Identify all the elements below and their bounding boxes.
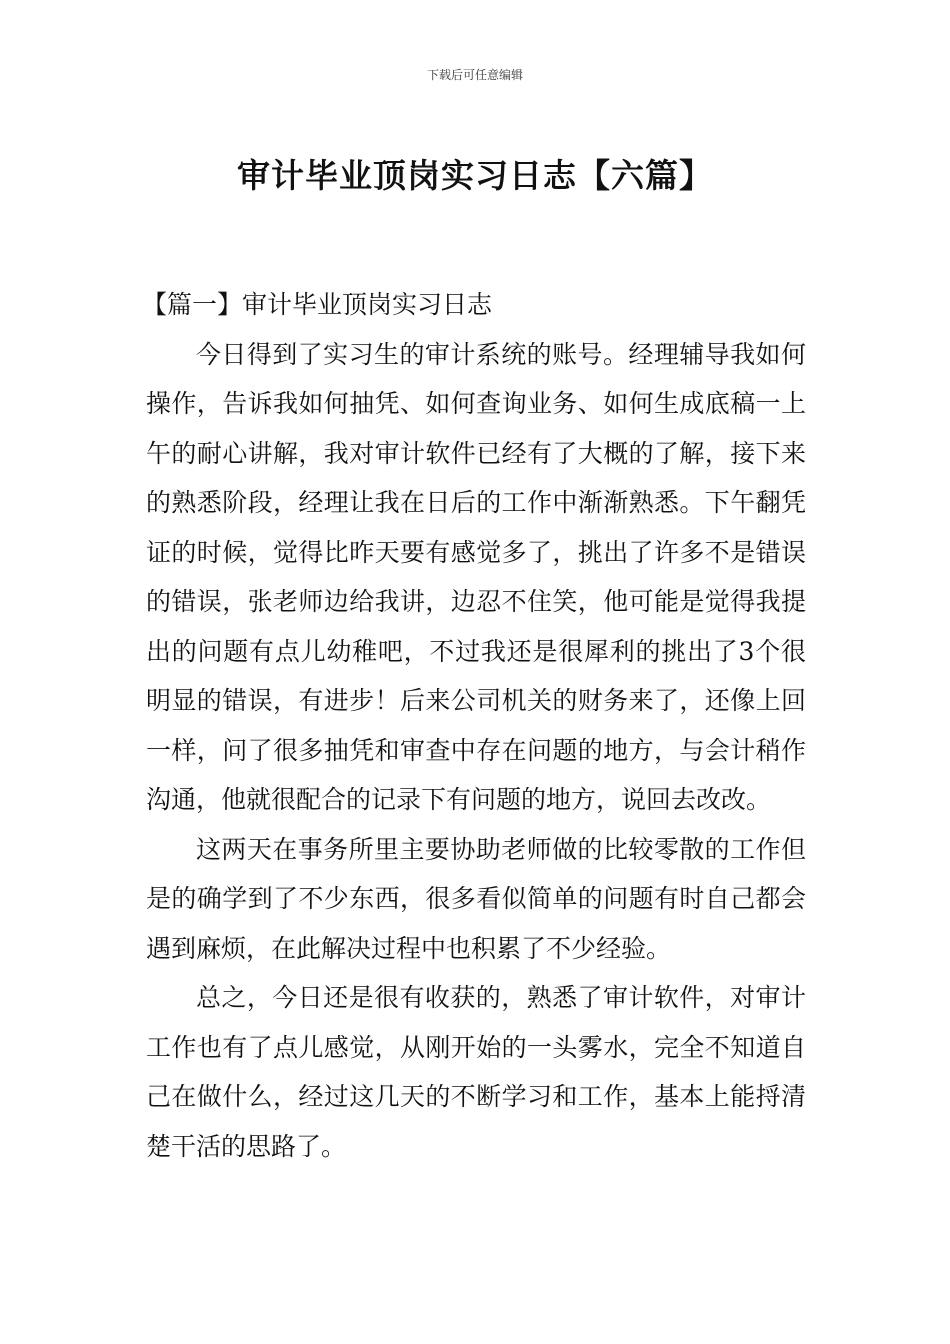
section-heading: 【篇一】审计毕业顶岗实习日志 — [142, 290, 493, 319]
paragraph-3: 总之，今日还是很有收获的，熟悉了审计软件，对审计工作也有了点儿感觉，从刚开始的一头雾水，完全不知道自己在做什么，经过这几天的不断学习和工作，基本上能捋清楚干活的思路了。 — [146, 983, 806, 1161]
document-title: 审计毕业顶岗实习日志【六篇】 — [237, 156, 713, 196]
paragraph-2: 这两天在事务所里主要协助老师做的比较零散的工作但是的确学到了不少东西，很多看似简单的问题有时自己都会遇到麻烦，在此解决过程中也积累了不少经验。 — [146, 834, 806, 963]
document-body — [142, 280, 806, 1171]
paragraph-1: 今日得到了实习生的审计系统的账号。经理辅导我如何操作，告诉我如何抽凭、如何查询业务、如何生成底稿一上午的耐心讲解，我对审计软件已经有了大概的了解，接下来的熟悉阶段，经理让我在日后的工作中渐渐熟悉。下午翻凭证的时候，觉得比昨天要有感觉多了，挑出了许多不是错误的错误，张老师边给我讲，边忍不住笑，他可能是觉得我提出的问题有点儿幼稚吧，不过我还是很犀利的挑出了3个很明显的错误，有进步！后来公司机关的财务来了，还像上回一样，问了很多抽凭和审查中存在问题的地方，与会计稍作沟通，他就很配合的记录下有问题的地方，说回去改改。 — [146, 339, 806, 814]
header-note: 下载后可任意编辑 — [426, 68, 523, 82]
